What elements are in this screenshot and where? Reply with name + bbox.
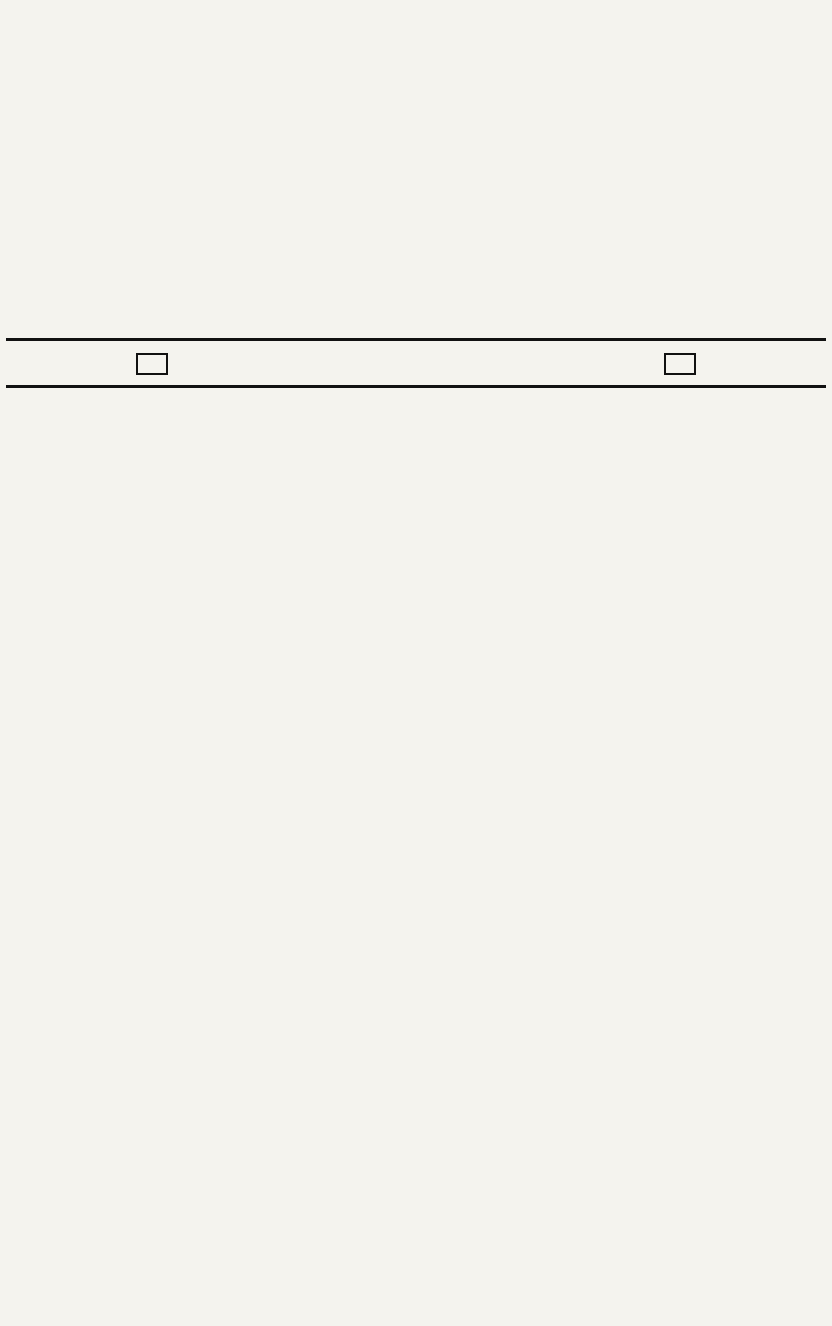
help-wanted-section bbox=[6, 22, 826, 334]
home-service-banner bbox=[6, 338, 826, 388]
service-guide-section bbox=[6, 398, 826, 1318]
toolbox-icon bbox=[664, 353, 696, 375]
deadline-line bbox=[6, 386, 826, 395]
page-header bbox=[8, 6, 824, 18]
house-icon bbox=[136, 353, 168, 375]
